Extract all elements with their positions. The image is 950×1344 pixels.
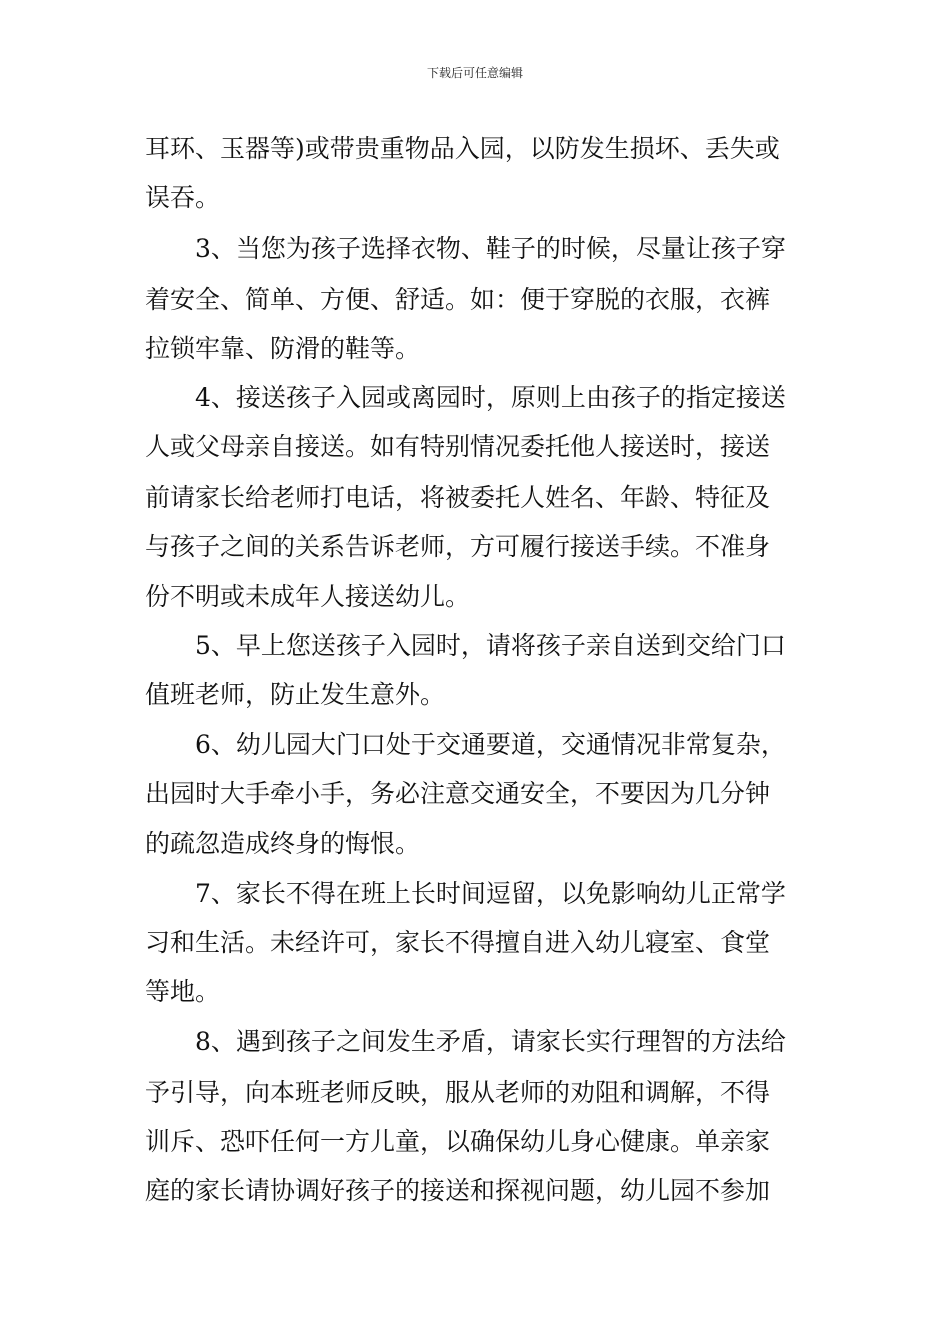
text-line: 等地。	[145, 977, 221, 1006]
text-line: 训斥、恐吓任何一方儿童，以确保幼儿身心健康。单亲家	[145, 1127, 771, 1156]
text-line: 着安全、简单、方便、舒适。如：便于穿脱的衣服，衣裤	[145, 285, 771, 314]
text-line: 8、遇到孩子之间发生矛盾，请家长实行理智的方法给	[145, 1027, 786, 1056]
text-line: 与孩子之间的关系告诉老师，方可履行接送手续。不准身	[145, 532, 771, 561]
page-header: 下载后可任意编辑	[426, 66, 523, 80]
text-line: 出园时大手牵小手，务必注意交通安全，不要因为几分钟	[145, 779, 771, 808]
text-line: 份不明或未成年人接送幼儿。	[145, 582, 471, 611]
text-line: 6、幼儿园大门口处于交通要道，交通情况非常复杂，	[145, 730, 786, 759]
text-line: 4、接送孩子入园或离园时，原则上由孩子的指定接送	[145, 383, 786, 412]
text-line: 值班老师，防止发生意外。	[145, 680, 446, 709]
text-line: 的疏忽造成终身的悔恨。	[145, 829, 421, 858]
text-line: 人或父母亲自接送。如有特别情况委托他人接送时，接送	[145, 432, 771, 461]
text-line: 耳环、玉器等)或带贵重物品入园，以防发生损坏、丢失或	[145, 134, 780, 163]
text-line: 拉锁牢靠、防滑的鞋等。	[145, 334, 421, 363]
text-line: 3、当您为孩子选择衣物、鞋子的时候，尽量让孩子穿	[145, 234, 786, 263]
text-line: 误吞。	[145, 183, 221, 212]
text-line: 庭的家长请协调好孩子的接送和探视问题，幼儿园不参加	[145, 1176, 771, 1205]
text-line: 5、早上您送孩子入园时，请将孩子亲自送到交给门口	[145, 631, 786, 660]
text-line: 习和生活。未经许可，家长不得擅自进入幼儿寝室、食堂	[145, 928, 771, 957]
text-line: 7、家长不得在班上长时间逗留，以免影响幼儿正常学	[145, 879, 786, 908]
text-line: 前请家长给老师打电话，将被委托人姓名、年龄、特征及	[145, 483, 771, 512]
text-line: 予引导，向本班老师反映，服从老师的劝阻和调解，不得	[145, 1078, 771, 1107]
